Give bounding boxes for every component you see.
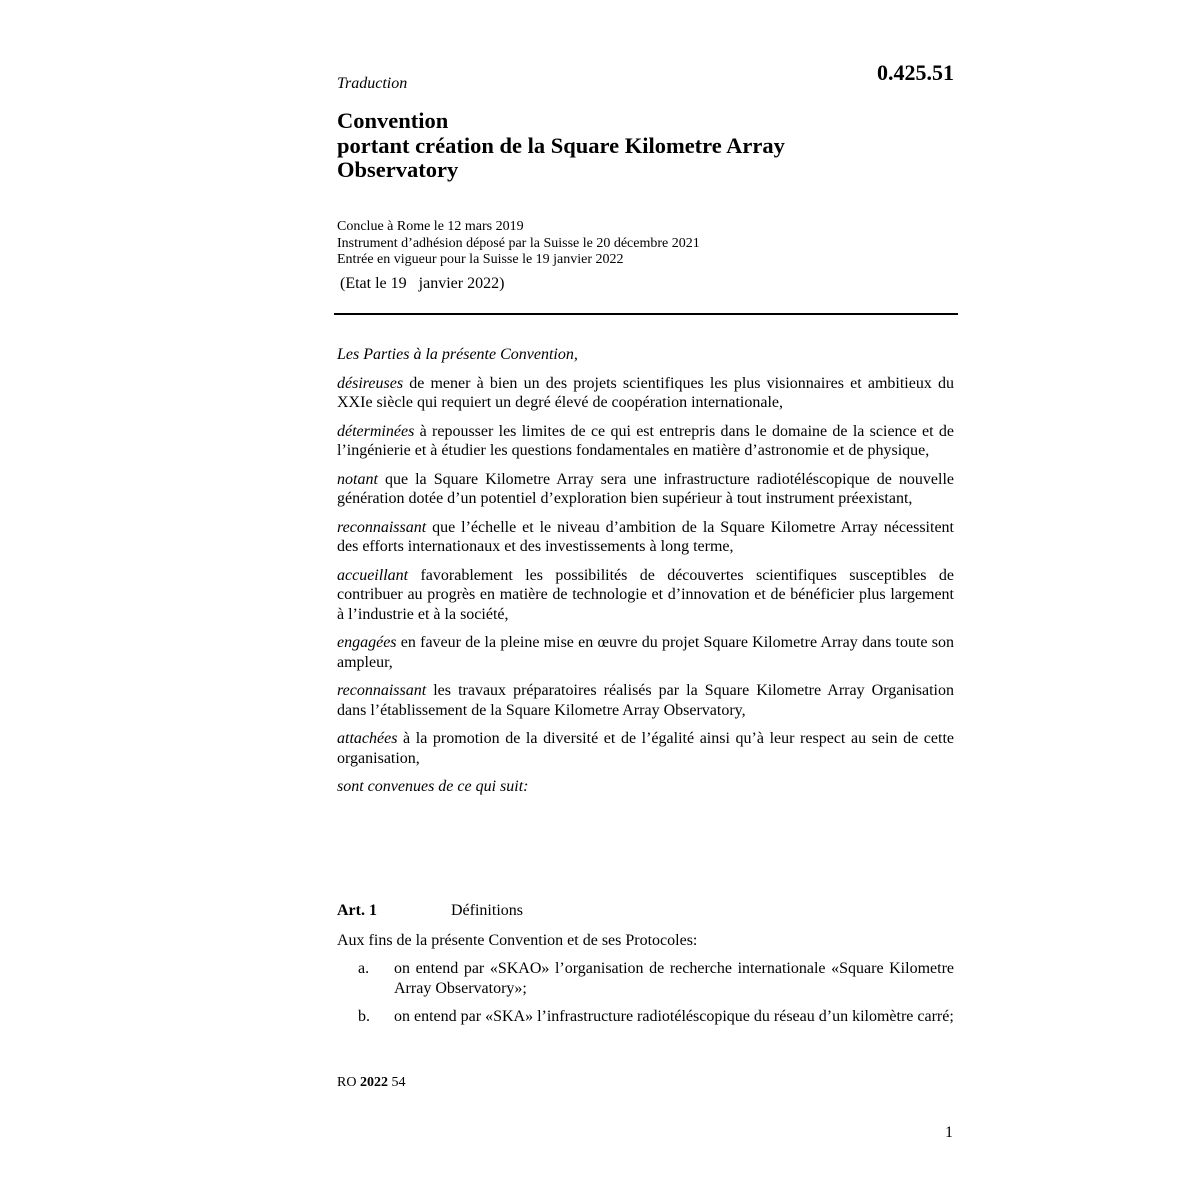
clause-text: les travaux préparatoires réalisés par la Square Kilometre Array Organisation dans l’établissement de la Square Kilometre Array Observatory,	[337, 682, 954, 719]
clause-keyword: reconnaissant	[337, 518, 427, 536]
ref-page: 54	[391, 1075, 406, 1090]
status-date: (Etat le 19 janvier 2022)	[340, 275, 505, 292]
clause-text: que la Square Kilometre Array sera une infrastructure radiotéléscopique de nouvelle génération dotée d’un potentiel d’exploration bien supérieur à tout instrument préexistant,	[337, 470, 954, 507]
document-metadata	[337, 219, 700, 269]
clause-keyword: reconnaissant	[337, 682, 427, 699]
definition-list	[337, 959, 954, 1036]
article-heading	[337, 902, 523, 920]
preamble-closing: sont convenues de ce qui suit:	[337, 778, 529, 795]
title-line: portant création de la Square Kilometre Array	[337, 132, 785, 158]
page-number: 1	[945, 1124, 953, 1141]
doc-number: 0.425.51	[877, 60, 954, 85]
clause-keyword: désireuses	[337, 374, 404, 392]
definition-letter: b.	[358, 1008, 370, 1025]
clause-text: à repousser les limites de ce qui est entrepris dans le domaine de la science et de l’ingénierie et à étudier les questions fondamentales en matière d’astronomie et de physique,	[337, 422, 954, 459]
clause-keyword: accueillant	[337, 566, 409, 584]
preamble-clause	[337, 566, 954, 625]
definition-letter: a.	[358, 960, 370, 977]
clause-text: à la promotion de la diversité et de l’égalité ainsi qu’à leur respect au sein de cette organisation,	[337, 730, 954, 767]
title-line: Observatory	[337, 157, 459, 182]
preamble-clause	[337, 374, 954, 413]
clause-keyword: notant	[337, 470, 378, 488]
document-title	[337, 109, 937, 183]
preamble-intro: Les Parties à la présente Convention,	[337, 346, 578, 363]
definition-item	[337, 1007, 954, 1027]
article-number: Art. 1	[337, 902, 377, 919]
preamble-clause	[337, 681, 954, 720]
preamble-clause	[337, 518, 954, 557]
official-collection-reference	[337, 1075, 405, 1091]
clause-keyword: attachées	[337, 730, 398, 747]
title-line: Convention	[337, 108, 449, 133]
clause-text: de mener à bien un des projets scientifiques les plus visionnaires et ambitieux du XXIe siècle qui requiert un degré élevé de coopération internationale,	[337, 374, 954, 411]
preamble-clause	[337, 633, 954, 672]
preamble-clause	[337, 470, 954, 509]
preamble-clause	[337, 422, 954, 461]
entry-into-force: Entrée en vigueur pour la Suisse le 19 janvier 2022	[337, 252, 624, 267]
preamble-clause	[337, 729, 954, 768]
definition-text: on entend par «SKAO» l’organisation de recherche internationale «Square Kilometre Array Observatory»;	[394, 960, 954, 997]
clause-text: favorablement les possibilités de découvertes scientifiques susceptibles de contribuer au progrès en matière de technologie et d’innovation et de bénéficier plus largement à l’industrie et à la société,	[337, 566, 954, 623]
concluded-date: Conclue à Rome le 12 mars 2019	[337, 219, 524, 234]
clause-keyword: engagées	[337, 634, 397, 651]
clause-text: que l’échelle et le niveau d’ambition de la Square Kilometre Array nécessitent des efforts internationaux et des investissements à long terme,	[337, 518, 954, 555]
ref-year: 2022	[359, 1075, 388, 1090]
definition-text: on entend par «SKA» l’infrastructure radiotéléscopique du réseau d’un kilomètre carré;	[394, 1008, 954, 1025]
instrument-deposit: Instrument d’adhésion déposé par la Suisse le 20 décembre 2021	[337, 235, 700, 251]
clause-text: en faveur de la pleine mise en œuvre du projet Square Kilometre Array dans toute son ampleur,	[337, 634, 954, 671]
article-title: Définitions	[451, 902, 523, 919]
clause-keyword: déterminées	[337, 422, 415, 440]
article-intro: Aux fins de la présente Convention et de ses Protocoles:	[337, 932, 698, 949]
preamble	[337, 345, 954, 806]
header-divider	[334, 313, 958, 315]
definition-item	[337, 959, 954, 998]
ref-prefix: RO	[337, 1075, 357, 1090]
translation-label: Traduction	[337, 75, 408, 92]
